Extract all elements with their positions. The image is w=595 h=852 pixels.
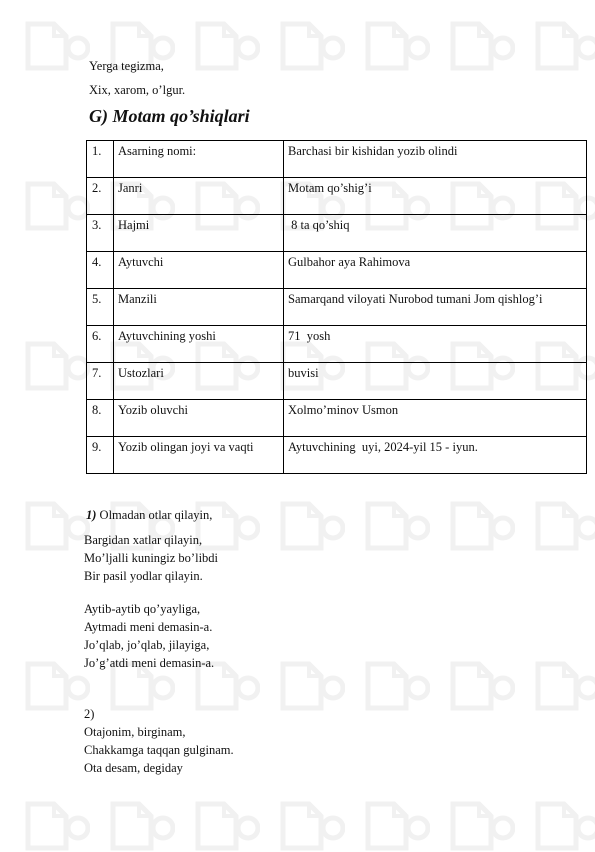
table-row [87, 215, 587, 252]
row-number: 5. [87, 289, 114, 326]
row-value: Xolmo’minov Usmon [284, 400, 587, 437]
row-value: 8 ta qo’shiq [284, 215, 587, 252]
song-1-first-line-text: Olmadan otlar qilayin, [96, 508, 213, 522]
row-number: 2. [87, 178, 114, 215]
row-label: Ustozlari [114, 363, 284, 400]
row-value: 71 yosh [284, 326, 587, 363]
row-label: Asarning nomi: [114, 141, 284, 178]
song-1-stanza-2-line-2: Aytmadi meni demasin-a. [84, 620, 213, 634]
song-1-stanza-2-line-1: Aytib-aytib qo’yayliga, [84, 602, 201, 616]
row-value: Aytuvchining uyi, 2024-yil 15 - iyun. [284, 437, 587, 474]
row-label: Aytuvchi [114, 252, 284, 289]
row-label: Hajmi [114, 215, 284, 252]
intro-line-2: Xix, xarom, o’lgur. [89, 83, 186, 97]
row-label: Yozib olingan joyi va vaqti [114, 437, 284, 474]
row-number: 8. [87, 400, 114, 437]
song-2-line-3: Ota desam, degiday [84, 761, 183, 775]
row-label: Aytuvchining yoshi [114, 326, 284, 363]
row-number: 7. [87, 363, 114, 400]
table-row [87, 141, 587, 178]
row-value: Gulbahor aya Rahimova [284, 252, 587, 289]
row-number: 9. [87, 437, 114, 474]
table-row [87, 326, 587, 363]
song-2-number: 2) [84, 707, 95, 721]
song-2-line-2: Chakkamga taqqan gulginam. [84, 743, 234, 757]
row-label: Yozib oluvchi [114, 400, 284, 437]
intro-line-1: Yerga tegizma, [89, 59, 164, 73]
song-1-stanza-1-line-2: Mo’ljalli kuningiz bo’libdi [84, 551, 219, 565]
song-1-first-line [86, 508, 212, 523]
table-row [87, 178, 587, 215]
row-label: Janri [114, 178, 284, 215]
table-row [87, 400, 587, 437]
row-number: 1. [87, 141, 114, 178]
song-2-line-1: Otajonim, birginam, [84, 725, 186, 739]
row-number: 4. [87, 252, 114, 289]
song-1-stanza-1-line-3: Bir pasil yodlar qilayin. [84, 569, 203, 583]
table-row [87, 363, 587, 400]
row-value: Barchasi bir kishidan yozib olindi [284, 141, 587, 178]
row-number: 6. [87, 326, 114, 363]
section-heading: G) Motam qo’shiqlari [89, 106, 250, 126]
info-table [86, 140, 587, 474]
table-row [87, 437, 587, 474]
song-1-number: 1) [86, 508, 97, 522]
table-row [87, 289, 587, 326]
row-label: Manzili [114, 289, 284, 326]
row-number: 3. [87, 215, 114, 252]
song-1-stanza-2-line-3: Jo’qlab, jo’qlab, jilayiga, [84, 638, 210, 652]
row-value: buvisi [284, 363, 587, 400]
song-1-stanza-1-line-1: Bargidan xatlar qilayin, [84, 533, 203, 547]
table-row [87, 252, 587, 289]
row-value: Motam qo’shig’i [284, 178, 587, 215]
row-value: Samarqand viloyati Nurobod tumani Jom qishlog’i [284, 289, 587, 326]
song-1-stanza-2-line-4: Jo’g’atdi meni demasin-a. [84, 656, 215, 670]
